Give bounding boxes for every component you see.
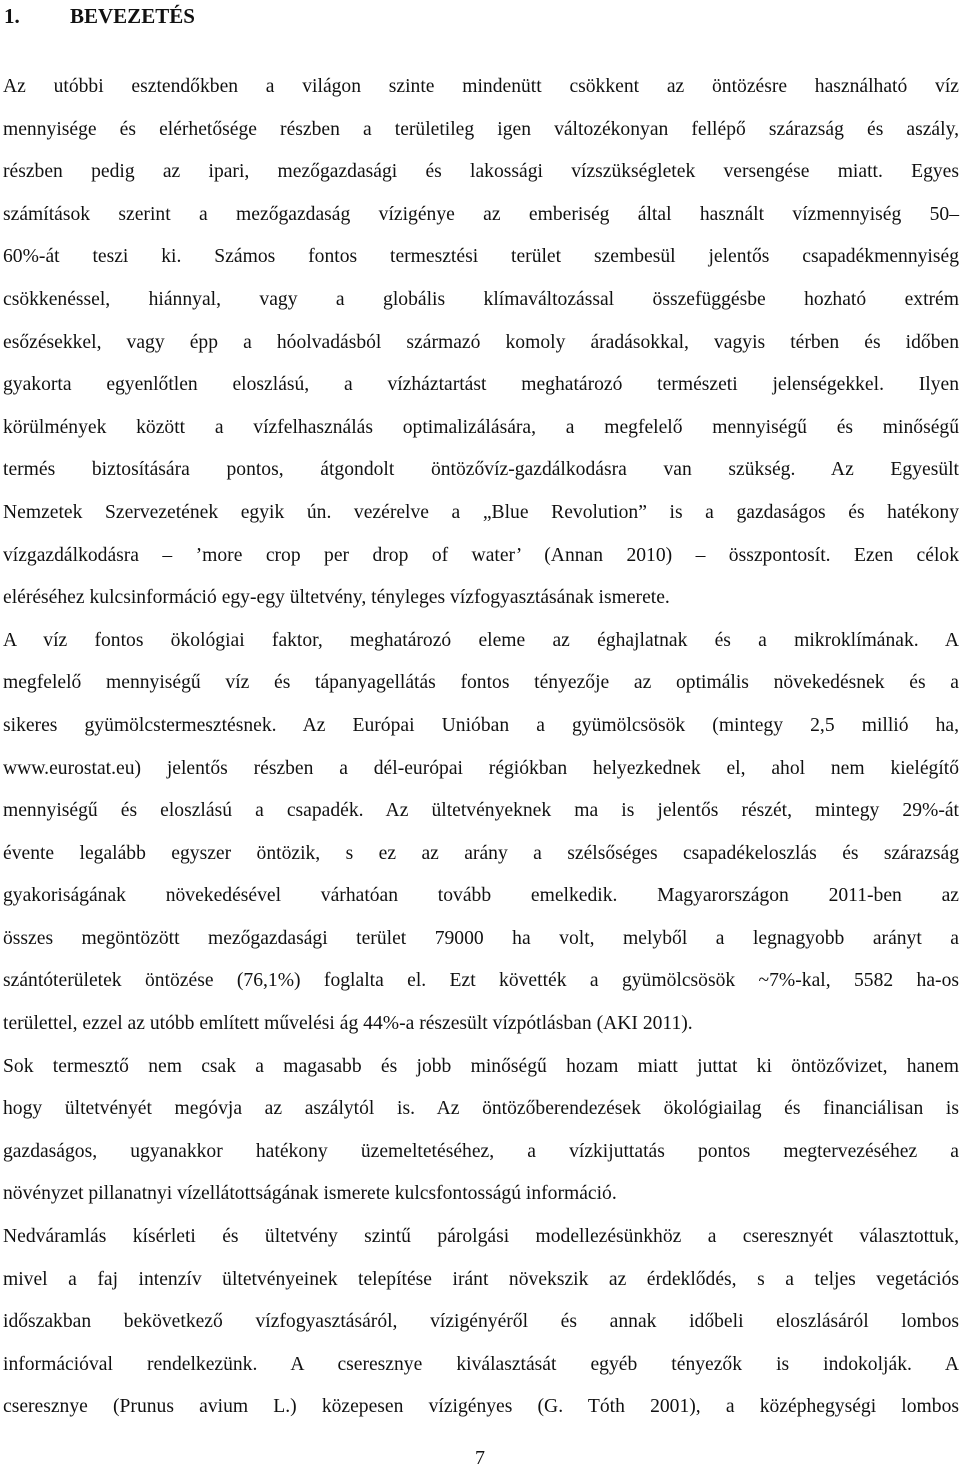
- text-line: információval rendelkezünk. A cseresznye kiválasztását egyéb tényezők is indokolják. A: [3, 1353, 959, 1375]
- text-line: vízgazdálkodásra – ’more crop per drop of water’ (Annan 2010) – összpontosít. Ezen célok: [3, 544, 959, 566]
- text-line: szántóterületek öntözése (76,1%) foglalta el. Ezt követték a gyümölcsösök ~7%-kal, 5582 ha-os: [3, 970, 959, 992]
- section-heading: [4, 2, 195, 30]
- text-line: cseresznye (Prunus avium L.) közepesen vízigényes (G. Tóth 2001), a középhegységi lombos: [3, 1396, 959, 1418]
- text-line: mennyiségű és eloszlású a csapadék. Az ültetvényeknek ma is jelentős részét, mintegy 29%-át: [3, 800, 959, 822]
- text-line: részben pedig az ipari, mezőgazdasági és lakossági vízszükségletek versengése miatt. Egyes: [3, 161, 959, 183]
- text-line: sikeres gyümölcstermesztésnek. Az Európai Unióban a gyümölcsösök (mintegy 2,5 millió ha,: [3, 714, 959, 736]
- text-line: Az utóbbi esztendőkben a világon szinte mindenütt csökkent az öntözésre használható víz: [3, 76, 959, 97]
- text-line: csökkenéssel, hiánnyal, vagy a globális klímaváltozással összefüggésbe hozható extrém: [3, 288, 959, 310]
- text-line: gyakorta egyenlőtlen eloszlású, a vízháztartást meghatározó természeti jelenségekkel. Ilyen: [3, 374, 959, 396]
- text-line: Nedváramlás kísérleti és ültetvény szintű párolgási modellezésünkhöz a cseresznyét választottuk,: [3, 1226, 959, 1248]
- text-line: termés biztosítására pontos, átgondolt öntözővíz-gazdálkodásra van szükség. Az Egyesült: [3, 459, 959, 481]
- text-line: 60%-át teszi ki. Számos fontos termesztési terület szembesül jelentős csapadékmennyiség: [3, 246, 959, 268]
- text-line: gazdaságos, ugyanakkor hatékony üzemeltetéséhez, a vízkijuttatás pontos megtervezéséhez a: [3, 1140, 959, 1162]
- body-text: [3, 66, 959, 1429]
- page-number: 7: [475, 1447, 485, 1469]
- text-line: évente legalább egyszer öntözik, s ez az arány a szélsőséges csapadékeloszlás és szárazság: [3, 842, 959, 864]
- text-line: mivel a faj intenzív ültetvényeinek telepítése iránt növekszik az érdeklődés, s a teljes vegetációs: [3, 1268, 959, 1290]
- text-line: mennyisége és elérhetősége részben a területileg igen változékonyan fellépő szárazság és aszály,: [3, 118, 959, 140]
- text-line: időszakban bekövetkező vízfogyasztásáról, vízigényéről és annak időbeli eloszlásáról lombos: [3, 1311, 959, 1333]
- text-line: Nemzetek Szervezetének egyik ún. vezérelve a „Blue Revolution” is a gazdaságos és hatékony: [3, 501, 959, 523]
- text-line: megfelelő mennyiségű víz és tápanyagellátás fontos tényezője az optimális növekedésnek és a: [3, 672, 959, 694]
- section-title: BEVEZETÉS: [70, 4, 195, 28]
- text-line: www.eurostat.eu) jelentős részben a dél-európai régiókban helyezkednek el, ahol nem kielégítő: [3, 757, 959, 779]
- text-line: Sok termesztő nem csak a magasabb és jobb minőségű hozam miatt juttat ki öntözővizet, hanem: [3, 1055, 959, 1077]
- text-line: gyakoriságának növekedésével várhatóan tovább emelkedik. Magyarországon 2011-ben az: [3, 885, 959, 907]
- text-line: körülmények között a vízfelhasználás optimalizálására, a megfelelő mennyiségű és minőségű: [3, 416, 959, 438]
- text-line: összes megöntözött mezőgazdasági terület 79000 ha volt, melyből a legnagyobb arányt a: [3, 927, 959, 949]
- section-number: 1.: [4, 4, 20, 28]
- text-line: számítások szerint a mezőgazdaság vízigénye az emberiség által használt vízmennyiség 50–: [3, 203, 959, 225]
- text-line: növényzet pillanatnyi vízellátottságának ismerete kulcsfontosságú információ.: [3, 1183, 617, 1205]
- text-line: A víz fontos ökológiai faktor, meghatározó eleme az éghajlatnak és a mikroklímának. A: [3, 629, 959, 651]
- text-line: területtel, ezzel az utóbb említett művelési ág 44%-a részesült vízpótlásban (AKI 2011).: [3, 1013, 693, 1035]
- text-line: eléréséhez kulcsinformáció egy-egy ültetvény, tényleges vízfogyasztásának ismerete.: [3, 587, 670, 609]
- text-line: hogy ültetvényét megóvja az aszálytól is. Az öntözőberendezések ökológiailag és financiálisan is: [3, 1098, 959, 1120]
- text-line: esőzésekkel, vagy épp a hóolvadásból származó komoly áradásokkal, vagyis térben és időben: [3, 331, 959, 353]
